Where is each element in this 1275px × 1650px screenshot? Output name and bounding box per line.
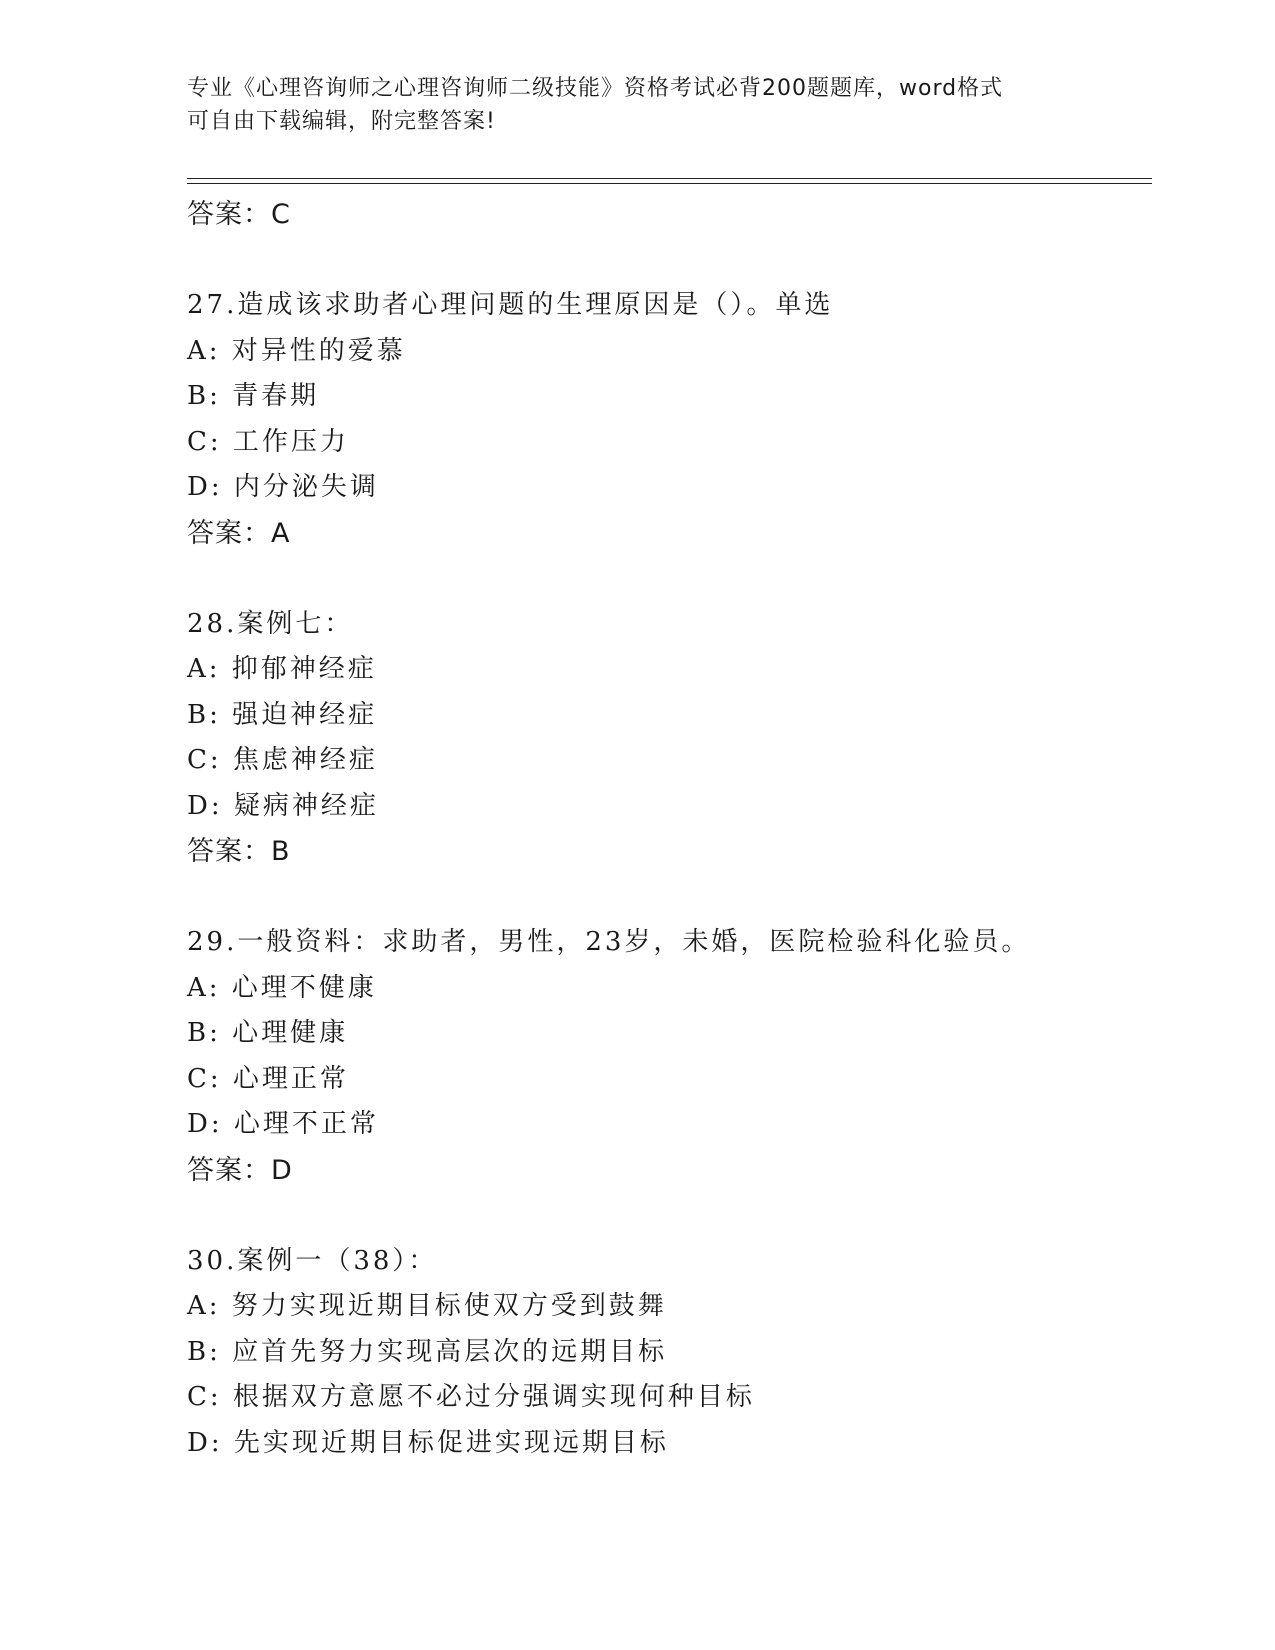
option-b: B: 心理健康 [187, 1018, 349, 1048]
option-d: D: 内分泌失调 [187, 472, 379, 502]
header-divider-bottom [187, 183, 1152, 184]
option-c: C: 根据双方意愿不必过分强调实现何种目标 [187, 1382, 755, 1412]
option-c: C: 心理正常 [187, 1063, 349, 1094]
question-stem: 29.一般资料：求助者，男性，23岁，未婚，医院检验科化验员。 [187, 927, 1031, 957]
spacer [187, 1193, 1147, 1239]
option-d: D: 心理不正常 [187, 1109, 379, 1139]
option-b: B: 应首先努力实现高层次的远期目标 [187, 1336, 668, 1367]
answer-line: 答案：C [187, 199, 291, 230]
header-divider-top [187, 178, 1152, 179]
option-b: B: 强迫神经症 [187, 699, 378, 730]
option-c: C: 工作压力 [187, 426, 349, 457]
option-d: D: 先实现近期目标促进实现远期目标 [187, 1427, 669, 1458]
question-list [187, 192, 1147, 1466]
answer-line: 答案：A [187, 517, 291, 549]
option-a: A: 对异性的爱慕 [187, 335, 406, 366]
question-stem: 28.案例七： [187, 608, 354, 639]
spacer [187, 875, 1147, 921]
header-line-2: 可自由下载编辑，附完整答案! [187, 109, 496, 134]
spacer [187, 556, 1147, 602]
question-27 [187, 283, 1147, 602]
option-c: C: 焦虑神经症 [187, 745, 378, 775]
document-header [187, 72, 1077, 138]
spacer [187, 238, 1147, 284]
question-30 [187, 1239, 1147, 1467]
question-28 [187, 602, 1147, 921]
option-a: A: 努力实现近期目标使双方受到鼓舞 [187, 1291, 667, 1321]
question-29 [187, 920, 1147, 1239]
option-d: D: 疑病神经症 [187, 790, 379, 821]
answer-line: 答案：B [187, 836, 291, 867]
question-stem: 27.造成该求助者心理问题的生理原因是（）。单选 [187, 290, 834, 320]
answer-line: 答案：D [187, 1154, 293, 1186]
header-line-1: 专业《心理咨询师之心理咨询师二级技能》资格考试必背200题题库，word格式 [187, 76, 1004, 101]
option-b: B: 青春期 [187, 381, 320, 411]
question-stem: 30.案例一（38）： [187, 1245, 438, 1276]
option-a: A: 心理不健康 [187, 972, 377, 1003]
option-a: A: 抑郁神经症 [187, 654, 377, 684]
